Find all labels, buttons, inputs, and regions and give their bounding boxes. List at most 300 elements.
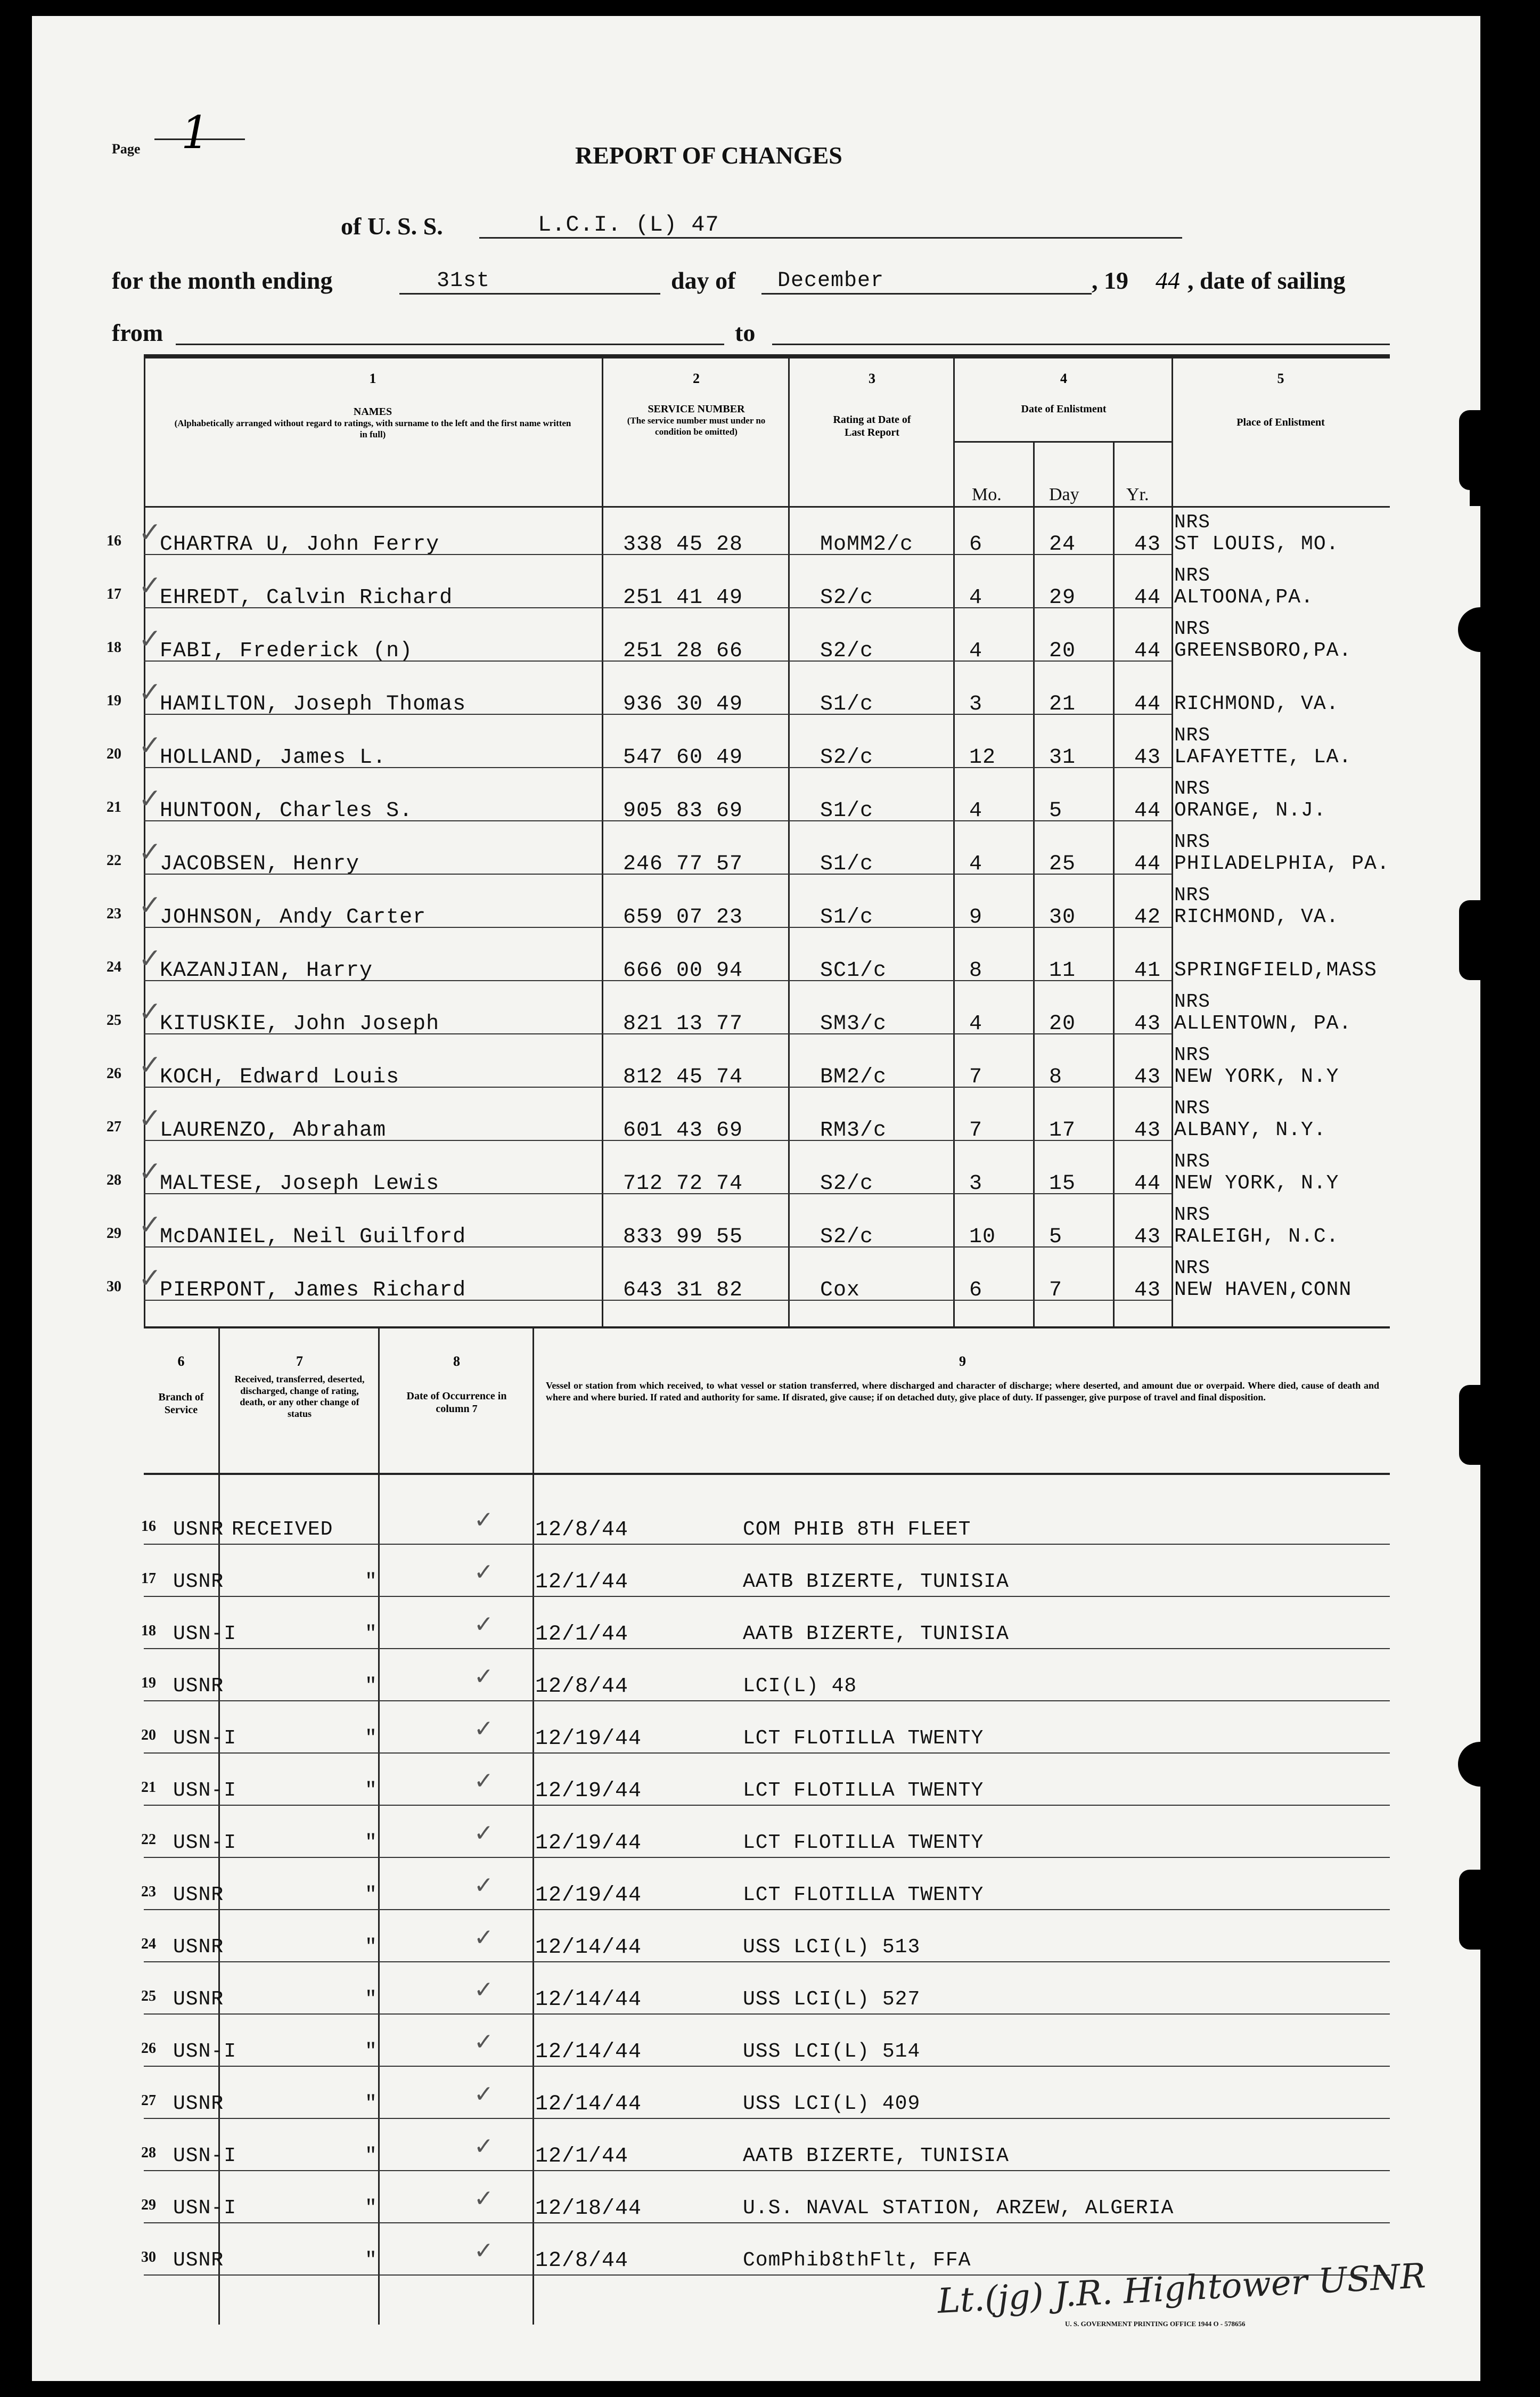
service-number-cell: 251 41 49 <box>623 586 743 610</box>
to-line <box>772 344 1390 345</box>
row-line-number: 29 <box>141 2197 156 2213</box>
printer-line: U. S. GOVERNMENT PRINTING OFFICE 1944 O - 578656 <box>1065 2320 1246 2328</box>
signature: Lt.(jg) J.R. Hightower USNR <box>936 2256 1427 2321</box>
tick-mark-icon: ✓ <box>138 1262 162 1294</box>
col6-title: Branch of Service <box>158 1391 204 1416</box>
branch-cell: USN-I <box>173 2197 237 2220</box>
occurrence-date-cell: 12/18/44 <box>535 2197 642 2221</box>
name-cell: KOCH, Edward Louis <box>160 1065 400 1089</box>
row-line-number: 25 <box>107 1012 121 1029</box>
enlist-month-cell: 9 <box>969 906 983 930</box>
status-cell: " <box>365 1570 378 1593</box>
place-cell: SPRINGFIELD,MASS <box>1174 959 1377 982</box>
enlist-month-cell: 3 <box>969 1172 983 1196</box>
page-label: Page <box>112 141 141 157</box>
row-rule <box>144 1544 1390 1545</box>
row-line-number: 17 <box>141 1570 156 1587</box>
page-title: REPORT OF CHANGES <box>575 142 842 169</box>
occurrence-date-cell: 12/1/44 <box>535 1570 629 1594</box>
rating-cell: S2/c <box>820 746 874 770</box>
date-subheader-yr: Yr. <box>1126 485 1149 504</box>
col5-number: 5 <box>1277 371 1284 386</box>
enlist-day-cell: 29 <box>1049 586 1076 610</box>
tick-mark-icon: ✓ <box>474 1663 494 1690</box>
tick-mark-icon: ✓ <box>138 623 162 655</box>
station-cell: LCT FLOTILLA TWENTY <box>743 1831 984 1854</box>
service-number-cell: 659 07 23 <box>623 906 743 930</box>
col6-header <box>144 1353 218 1416</box>
enlist-year-cell: 44 <box>1134 692 1161 716</box>
status-cell: " <box>365 1936 378 1959</box>
row-rule <box>144 2066 1390 2067</box>
enlist-year-cell: 44 <box>1134 852 1161 876</box>
row-line-number: 18 <box>141 1623 156 1639</box>
col3-header <box>791 370 953 439</box>
col2-header <box>604 370 788 437</box>
year-value: 44 <box>1156 267 1180 294</box>
enlist-day-cell: 21 <box>1049 692 1076 716</box>
col3-number: 3 <box>869 371 875 386</box>
binder-slot-2 <box>1459 900 1491 980</box>
month-ending-label: for the month ending <box>112 267 333 294</box>
status-cell: " <box>365 1623 378 1645</box>
enlist-year-cell: 44 <box>1134 586 1161 610</box>
rating-cell: SC1/c <box>820 959 887 983</box>
day-of-label: day of <box>671 267 736 294</box>
enlist-day-cell: 20 <box>1049 1012 1076 1036</box>
row-rule <box>144 1140 1172 1141</box>
col9-header <box>535 1353 1390 1403</box>
row-line-number: 30 <box>107 1278 121 1295</box>
enlist-month-cell: 8 <box>969 959 983 983</box>
row-line-number: 24 <box>141 1936 156 1952</box>
row-rule <box>144 1805 1390 1806</box>
rating-cell: MoMM2/c <box>820 533 914 557</box>
row-rule <box>144 607 1172 608</box>
station-cell: LCI(L) 48 <box>743 1675 857 1698</box>
upper-table-top-rule <box>144 354 1390 358</box>
col8-title: Date of Occurrence in column 7 <box>406 1390 507 1415</box>
status-cell: " <box>365 2197 378 2220</box>
col5-title: Place of Enlistment <box>1236 417 1325 429</box>
tick-mark-icon: ✓ <box>474 1506 494 1534</box>
tick-mark-icon: ✓ <box>138 517 162 549</box>
enlist-day-cell: 7 <box>1049 1278 1063 1302</box>
station-cell: ComPhib8thFlt, FFA <box>743 2249 971 2272</box>
uss-label: of U. S. S. <box>341 213 443 240</box>
col9-number: 9 <box>959 1354 966 1369</box>
place-prefix-cell: NRS <box>1174 618 1210 640</box>
place-cell: RALEIGH, N.C. <box>1174 1225 1339 1248</box>
tick-mark-icon: ✓ <box>138 836 162 868</box>
place-prefix-cell: NRS <box>1174 991 1210 1013</box>
occurrence-date-cell: 12/19/44 <box>535 1884 642 1907</box>
rating-cell: SM3/c <box>820 1012 887 1036</box>
tick-mark-icon: ✓ <box>474 2133 494 2160</box>
station-cell: AATB BIZERTE, TUNISIA <box>743 1570 1009 1593</box>
col3-title: Rating at Date of Last Report <box>833 414 911 439</box>
enlist-day-cell: 15 <box>1049 1172 1076 1196</box>
enlist-year-cell: 43 <box>1134 533 1161 557</box>
tick-mark-icon: ✓ <box>474 2081 494 2108</box>
col1-note: (Alphabetically arranged without regard to ratings, with surname to the left and the first name written in full) <box>174 418 571 439</box>
col2-title: SERVICE NUMBER <box>648 403 745 415</box>
name-cell: JOHNSON, Andy Carter <box>160 906 427 930</box>
tick-mark-icon: ✓ <box>138 570 162 602</box>
row-line-number: 26 <box>107 1065 121 1082</box>
row-rule <box>144 1909 1390 1910</box>
col1-number: 1 <box>369 371 376 386</box>
branch-cell: USNR <box>173 1936 224 1959</box>
occurrence-date-cell: 12/19/44 <box>535 1831 642 1855</box>
tick-mark-icon: ✓ <box>138 1103 162 1135</box>
row-rule <box>144 554 1172 555</box>
enlist-day-cell: 8 <box>1049 1065 1063 1089</box>
row-rule <box>144 927 1172 928</box>
enlist-month-cell: 3 <box>969 692 983 716</box>
place-prefix-cell: NRS <box>1174 1257 1210 1279</box>
row-rule <box>144 661 1172 662</box>
to-label: to <box>735 319 756 346</box>
name-cell: HAMILTON, Joseph Thomas <box>160 692 466 716</box>
rating-cell: S1/c <box>820 906 874 930</box>
upper-col-divider-d <box>953 358 955 1326</box>
tick-mark-icon: ✓ <box>138 676 162 708</box>
status-cell: " <box>365 2092 378 2115</box>
date-subheader-mo: Mo. <box>972 485 1002 504</box>
service-number-cell: 643 31 82 <box>623 1278 743 1302</box>
service-number-cell: 712 72 74 <box>623 1172 743 1196</box>
branch-cell: USN-I <box>173 1623 237 1645</box>
enlist-month-cell: 7 <box>969 1119 983 1143</box>
enlist-year-cell: 44 <box>1134 639 1161 663</box>
status-cell: " <box>365 1884 378 1906</box>
row-line-number: 17 <box>107 586 121 602</box>
row-line-number: 22 <box>107 852 121 869</box>
station-cell: LCT FLOTILLA TWENTY <box>743 1779 984 1802</box>
row-line-number: 20 <box>107 746 121 762</box>
enlist-month-cell: 7 <box>969 1065 983 1089</box>
enlist-month-cell: 4 <box>969 1012 983 1036</box>
enlist-year-cell: 43 <box>1134 1225 1161 1249</box>
branch-cell: USN-I <box>173 2145 237 2167</box>
row-rule <box>144 2222 1390 2223</box>
rating-cell: S1/c <box>820 852 874 876</box>
year-prefix: , 19 <box>1092 267 1128 294</box>
place-prefix-cell: NRS <box>1174 1204 1210 1226</box>
tick-mark-icon: ✓ <box>474 1924 494 1951</box>
branch-cell: USNR <box>173 2092 224 2115</box>
row-line-number: 29 <box>107 1225 121 1242</box>
row-rule <box>144 1596 1390 1597</box>
upper-col-divider-c <box>788 358 790 1326</box>
row-line-number: 24 <box>107 959 121 975</box>
service-number-cell: 821 13 77 <box>623 1012 743 1036</box>
vessel-name: L.C.I. (L) 47 <box>538 212 719 238</box>
station-cell: AATB BIZERTE, TUNISIA <box>743 2145 1009 2167</box>
enlist-month-cell: 4 <box>969 639 983 663</box>
station-cell: LCT FLOTILLA TWENTY <box>743 1727 984 1750</box>
status-cell: " <box>365 1675 378 1698</box>
col8-header <box>381 1353 533 1415</box>
tick-mark-icon: ✓ <box>138 1209 162 1241</box>
tick-mark-icon: ✓ <box>138 943 162 975</box>
enlist-day-cell: 24 <box>1049 533 1076 557</box>
branch-cell: USN-I <box>173 1779 237 1802</box>
row-line-number: 21 <box>107 799 121 816</box>
col4-title: Date of Enlistment <box>1021 403 1107 415</box>
rating-cell: RM3/c <box>820 1119 887 1143</box>
place-prefix-cell: NRS <box>1174 724 1210 746</box>
row-line-number: 22 <box>141 1831 156 1848</box>
enlist-day-cell: 30 <box>1049 906 1076 930</box>
enlist-year-cell: 44 <box>1134 799 1161 823</box>
col7-number: 7 <box>296 1354 303 1369</box>
service-number-cell: 547 60 49 <box>623 746 743 770</box>
row-rule <box>144 2013 1390 2015</box>
enlist-day-cell: 17 <box>1049 1119 1076 1143</box>
enlist-year-cell: 43 <box>1134 746 1161 770</box>
place-prefix-cell: NRS <box>1174 1044 1210 1066</box>
row-line-number: 23 <box>141 1884 156 1900</box>
place-prefix-cell: NRS <box>1174 1151 1210 1172</box>
rating-cell: S2/c <box>820 1225 874 1249</box>
rating-cell: S2/c <box>820 1172 874 1196</box>
row-rule <box>144 874 1172 875</box>
branch-cell: USN-I <box>173 2040 237 2063</box>
station-cell: U.S. NAVAL STATION, ARZEW, ALGERIA <box>743 2197 1174 2220</box>
month-value: December <box>777 269 884 293</box>
enlist-month-cell: 4 <box>969 586 983 610</box>
col5-header <box>1174 370 1387 429</box>
status-cell: " <box>365 2249 378 2272</box>
place-cell: ST LOUIS, MO. <box>1174 533 1339 556</box>
branch-cell: USNR <box>173 1518 224 1541</box>
name-cell: McDANIEL, Neil Guilford <box>160 1225 466 1249</box>
enlist-month-cell: 6 <box>969 533 983 557</box>
name-cell: KAZANJIAN, Harry <box>160 959 373 983</box>
binder-hole-2 <box>1458 1742 1503 1787</box>
row-rule <box>144 2170 1390 2171</box>
row-line-number: 25 <box>141 1988 156 2004</box>
service-number-cell: 251 28 66 <box>623 639 743 663</box>
row-line-number: 20 <box>141 1727 156 1743</box>
enlist-year-cell: 44 <box>1134 1172 1161 1196</box>
upper-table-bottom-rule <box>144 1326 1390 1328</box>
col4-number: 4 <box>1060 371 1067 386</box>
tick-mark-icon: ✓ <box>474 2028 494 2056</box>
row-line-number: 23 <box>107 906 121 922</box>
name-cell: FABI, Frederick (n) <box>160 639 413 663</box>
tick-mark-icon: ✓ <box>474 1611 494 1638</box>
row-line-number: 28 <box>141 2145 156 2161</box>
name-cell: LAURENZO, Abraham <box>160 1119 387 1143</box>
service-number-cell: 936 30 49 <box>623 692 743 716</box>
branch-cell: USNR <box>173 1884 224 1906</box>
occurrence-date-cell: 12/8/44 <box>535 1675 629 1699</box>
enlist-day-cell: 31 <box>1049 746 1076 770</box>
occurrence-date-cell: 12/14/44 <box>535 2092 642 2116</box>
tick-mark-icon: ✓ <box>474 1976 494 2003</box>
rating-cell: BM2/c <box>820 1065 887 1089</box>
place-prefix-cell: NRS <box>1174 511 1210 533</box>
place-prefix-cell: NRS <box>1174 1097 1210 1119</box>
place-prefix-cell: NRS <box>1174 565 1210 586</box>
occurrence-date-cell: 12/1/44 <box>535 1623 629 1646</box>
row-rule <box>144 1648 1390 1649</box>
occurrence-date-cell: 12/14/44 <box>535 1988 642 2012</box>
upper-table-header-rule <box>144 506 1390 508</box>
lower-col-divider-a <box>218 1328 220 2325</box>
branch-cell: USNR <box>173 1675 224 1698</box>
day-line <box>399 293 660 295</box>
row-rule <box>144 767 1172 768</box>
station-cell: COM PHIB 8TH FLEET <box>743 1518 971 1541</box>
row-rule <box>144 820 1172 821</box>
name-cell: MALTESE, Joseph Lewis <box>160 1172 440 1196</box>
rating-cell: Cox <box>820 1278 861 1302</box>
status-cell: RECEIVED <box>232 1518 333 1541</box>
row-rule <box>144 1087 1172 1088</box>
place-cell: ALTOONA,PA. <box>1174 586 1314 609</box>
row-line-number: 26 <box>141 2040 156 2057</box>
place-prefix-cell: NRS <box>1174 831 1210 853</box>
service-number-cell: 246 77 57 <box>623 852 743 876</box>
scanned-document <box>32 16 1480 2381</box>
col7-header <box>221 1353 378 1420</box>
tick-mark-icon: ✓ <box>474 1820 494 1847</box>
place-cell: ALBANY, N.Y. <box>1174 1119 1326 1142</box>
status-cell: " <box>365 1779 378 1802</box>
day-value: 31st <box>437 269 490 293</box>
col1-header <box>149 370 596 440</box>
upper-col-divider-g <box>1172 358 1173 1326</box>
row-line-number: 19 <box>141 1675 156 1691</box>
tick-mark-icon: ✓ <box>474 1559 494 1586</box>
row-rule <box>144 1961 1390 1962</box>
branch-cell: USN-I <box>173 1831 237 1854</box>
station-cell: LCT FLOTILLA TWENTY <box>743 1884 984 1906</box>
rating-cell: S1/c <box>820 692 874 716</box>
tick-mark-icon: ✓ <box>138 890 162 922</box>
tick-mark-icon: ✓ <box>474 1715 494 1742</box>
row-rule <box>144 1857 1390 1858</box>
row-rule <box>144 1033 1172 1034</box>
row-rule <box>144 1752 1390 1754</box>
col2-number: 2 <box>693 371 700 386</box>
rating-cell: S2/c <box>820 639 874 663</box>
status-cell: " <box>365 1831 378 1854</box>
place-cell: NEW YORK, N.Y <box>1174 1065 1339 1088</box>
service-number-cell: 905 83 69 <box>623 799 743 823</box>
binder-slot-1-neck <box>1470 474 1491 506</box>
enlist-day-cell: 5 <box>1049 799 1063 823</box>
occurrence-date-cell: 12/8/44 <box>535 1518 629 1542</box>
occurrence-date-cell: 12/1/44 <box>535 2145 629 2168</box>
tick-mark-icon: ✓ <box>474 1767 494 1795</box>
col1-title: NAMES <box>353 406 392 418</box>
page-number: 1 <box>181 107 210 159</box>
station-cell: USS LCI(L) 513 <box>743 1936 921 1959</box>
row-line-number: 18 <box>107 639 121 656</box>
place-cell: NEW YORK, N.Y <box>1174 1172 1339 1195</box>
occurrence-date-cell: 12/14/44 <box>535 1936 642 1960</box>
name-cell: KITUSKIE, John Joseph <box>160 1012 440 1036</box>
occurrence-date-cell: 12/14/44 <box>535 2040 642 2064</box>
occurrence-date-cell: 12/8/44 <box>535 2249 629 2273</box>
date-header-rule <box>953 441 1172 443</box>
service-number-cell: 812 45 74 <box>623 1065 743 1089</box>
row-line-number: 27 <box>107 1119 121 1135</box>
status-cell: " <box>365 2145 378 2167</box>
binder-hole-1 <box>1458 607 1503 652</box>
station-cell: USS LCI(L) 514 <box>743 2040 921 2063</box>
col4-header <box>956 370 1172 415</box>
row-line-number: 16 <box>107 533 121 549</box>
enlist-year-cell: 43 <box>1134 1012 1161 1036</box>
binder-slot-3 <box>1459 1385 1491 1465</box>
tick-mark-icon: ✓ <box>138 996 162 1028</box>
tick-mark-icon: ✓ <box>138 783 162 815</box>
col7-title: Received, transferred, deserted, discharged, change of rating, death, or any other change of status <box>234 1374 365 1419</box>
status-cell: " <box>365 2040 378 2063</box>
lower-col-divider-c <box>533 1328 534 2325</box>
place-cell: GREENSBORO,PA. <box>1174 639 1352 662</box>
tick-mark-icon: ✓ <box>138 1156 162 1188</box>
row-line-number: 30 <box>141 2249 156 2265</box>
enlist-day-cell: 5 <box>1049 1225 1063 1249</box>
branch-cell: USNR <box>173 1988 224 2011</box>
row-line-number: 21 <box>141 1779 156 1796</box>
row-line-number: 27 <box>141 2092 156 2109</box>
place-cell: LAFAYETTE, LA. <box>1174 746 1352 769</box>
lower-col-divider-b <box>378 1328 380 2325</box>
enlist-day-cell: 11 <box>1049 959 1076 983</box>
enlist-year-cell: 43 <box>1134 1119 1161 1143</box>
enlist-year-cell: 41 <box>1134 959 1161 983</box>
enlist-month-cell: 4 <box>969 852 983 876</box>
place-cell: RICHMOND, VA. <box>1174 906 1339 928</box>
service-number-cell: 601 43 69 <box>623 1119 743 1143</box>
col9-title: Vessel or station from which received, to what vessel or station transferred, where discharged and character of discharge; where deserted, and amount due or overpaid. Where died, cause of death and where and where buried. If rated and authority for same. If disrated, give cause; if on detached duty, give place of duty. If passenger, give purpose of travel and final disposition. <box>546 1380 1379 1403</box>
tick-mark-icon: ✓ <box>138 730 162 762</box>
service-number-cell: 833 99 55 <box>623 1225 743 1249</box>
col6-number: 6 <box>177 1354 185 1369</box>
row-rule <box>144 1193 1172 1194</box>
row-rule <box>144 714 1172 715</box>
name-cell: CHARTRA U, John Ferry <box>160 533 440 557</box>
from-label: from <box>112 319 163 346</box>
name-cell: JACOBSEN, Henry <box>160 852 360 876</box>
binder-slot-4 <box>1459 1870 1491 1950</box>
enlist-month-cell: 12 <box>969 746 996 770</box>
status-cell: " <box>365 1988 378 2011</box>
service-number-cell: 666 00 94 <box>623 959 743 983</box>
enlist-month-cell: 6 <box>969 1278 983 1302</box>
place-cell: NEW HAVEN,CONN <box>1174 1278 1352 1301</box>
lower-table-header-rule <box>144 1473 1390 1475</box>
branch-cell: USNR <box>173 1570 224 1593</box>
station-cell: USS LCI(L) 409 <box>743 2092 921 2115</box>
name-cell: EHREDT, Calvin Richard <box>160 586 453 610</box>
place-cell: ORANGE, N.J. <box>1174 799 1326 822</box>
row-rule <box>144 980 1172 981</box>
row-line-number: 16 <box>141 1518 156 1535</box>
month-line <box>761 293 1092 295</box>
name-cell: HOLLAND, James L. <box>160 746 387 770</box>
rating-cell: S1/c <box>820 799 874 823</box>
row-line-number: 19 <box>107 692 121 709</box>
